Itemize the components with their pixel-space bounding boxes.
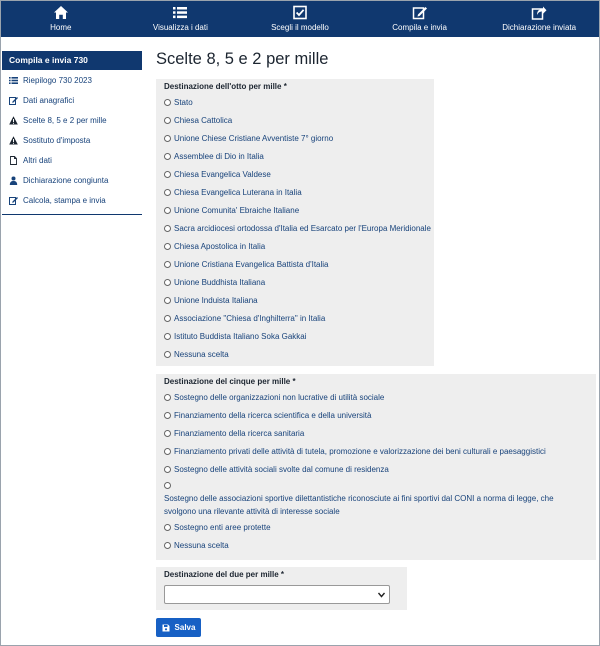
radio-button[interactable] [164,153,171,160]
home-icon [53,5,69,20]
otto-per-mille-label: Destinazione dell'otto per mille * [164,82,287,91]
nav-visualizza-dati[interactable]: Visualizza i dati [121,1,241,37]
share-icon [531,5,547,20]
radio-button[interactable] [164,135,171,142]
radio-button[interactable] [164,315,171,322]
sidebar-item-riepilogo[interactable]: Riepilogo 730 2023 [2,70,142,90]
radio-button[interactable] [164,448,171,455]
otto-option[interactable]: Chiesa Evangelica Valdese [156,165,434,183]
cinque-option[interactable]: Finanziamento della ricerca scientifica e della università [156,406,596,424]
otto-per-mille-section [156,79,434,366]
otto-option[interactable]: Chiesa Apostolica in Italia [156,237,434,255]
otto-option[interactable]: Chiesa Cattolica [156,111,434,129]
save-button[interactable]: Salva [156,618,201,637]
save-icon [162,624,170,632]
sidebar-header[interactable]: Compila e invia 730 [2,51,142,70]
radio-button[interactable] [164,117,171,124]
cinque-per-mille-label: Destinazione del cinque per mille * [164,377,296,386]
radio-button[interactable] [164,279,171,286]
radio-button[interactable] [164,394,171,401]
due-per-mille-select[interactable] [164,585,390,604]
radio-button[interactable] [164,171,171,178]
warning-icon [9,116,18,125]
cinque-option[interactable]: Finanziamento privati delle attività di tutela, promozione e valorizzazione dei beni culturali e paesaggistici [156,442,596,460]
otto-option[interactable]: Istituto Buddista Italiano Soka Gakkai [156,327,434,345]
radio-button[interactable] [164,261,171,268]
cinque-option[interactable]: Sostegno enti aree protette [156,518,596,536]
radio-button[interactable] [164,430,171,437]
top-navigation [1,1,599,37]
radio-button[interactable] [164,243,171,250]
nav-scegli-modello[interactable]: Scegli il modello [240,1,360,37]
otto-option[interactable]: Unione Induista Italiana [156,291,434,309]
radio-button[interactable] [164,542,171,549]
radio-button[interactable] [164,412,171,419]
due-per-mille-label: Destinazione del due per mille * [164,570,285,579]
edit-icon [412,5,428,20]
radio-button[interactable] [164,189,171,196]
radio-button[interactable] [164,297,171,304]
list-icon [172,5,188,20]
cinque-option-sportive[interactable]: Sostegno delle associazioni sportive dilettantistiche riconosciute ai fini sportivi dal CONI a norma di legge, che svolgono una rilevante attività di interesse sociale [156,482,596,518]
radio-button[interactable] [164,225,171,232]
otto-option[interactable]: Nessuna scelta [156,345,434,363]
cinque-option[interactable]: Nessuna scelta [156,536,596,554]
otto-option[interactable]: Unione Chiese Cristiane Avventiste 7° giorno [156,129,434,147]
sidebar-item-calcola-stampa-invia[interactable]: Calcola, stampa e invia [2,190,142,210]
cinque-option[interactable]: Sostegno delle attività sociali svolte dal comune di residenza [156,460,596,478]
radio-button[interactable] [164,466,171,473]
document-icon [9,156,18,165]
sidebar-item-dichiarazione-congiunta[interactable]: Dichiarazione congiunta [2,170,142,190]
sidebar-item-altri-dati[interactable]: Altri dati [2,150,142,170]
nav-home[interactable]: Home [1,1,121,37]
checkbox-icon [292,5,308,20]
radio-button[interactable] [164,482,171,489]
otto-option[interactable]: Unione Cristiana Evangelica Battista d'Italia [156,255,434,273]
otto-option[interactable]: Unione Buddhista Italiana [156,273,434,291]
sidebar-item-dati-anagrafici[interactable]: Dati anagrafici [2,90,142,110]
radio-button[interactable] [164,524,171,531]
chevron-down-icon [378,592,385,598]
cinque-per-mille-section [156,374,596,560]
radio-button[interactable] [164,207,171,214]
radio-button[interactable] [164,351,171,358]
cinque-option[interactable]: Finanziamento della ricerca sanitaria [156,424,596,442]
edit-icon [9,96,18,105]
sidebar-item-scelte-per-mille[interactable]: Scelte 8, 5 e 2 per mille [2,110,142,130]
list-icon [9,76,18,85]
otto-option[interactable]: Stato [156,93,434,111]
sidebar [2,51,142,215]
sidebar-item-sostituto-imposta[interactable]: Sostituto d'imposta [2,130,142,150]
edit-icon [9,196,18,205]
nav-compila-invia[interactable]: Compila e invia [360,1,480,37]
otto-option[interactable]: Assemblee di Dio in Italia [156,147,434,165]
page-title: Scelte 8, 5 e 2 per mille [156,50,329,68]
nav-dichiarazione-inviata[interactable]: Dichiarazione inviata [479,1,599,37]
otto-option[interactable]: Unione Comunita' Ebraiche Italiane [156,201,434,219]
otto-option[interactable]: Associazione "Chiesa d'Inghilterra" in Italia [156,309,434,327]
radio-button[interactable] [164,99,171,106]
otto-option[interactable]: Chiesa Evangelica Luterana in Italia [156,183,434,201]
otto-option[interactable]: Sacra arcidiocesi ortodossa d'Italia ed Esarcato per l'Europa Meridionale [156,219,434,237]
cinque-option[interactable]: Sostegno delle organizzazioni non lucrative di utilità sociale [156,388,596,406]
radio-button[interactable] [164,333,171,340]
warning-icon [9,136,18,145]
user-icon [9,176,18,185]
